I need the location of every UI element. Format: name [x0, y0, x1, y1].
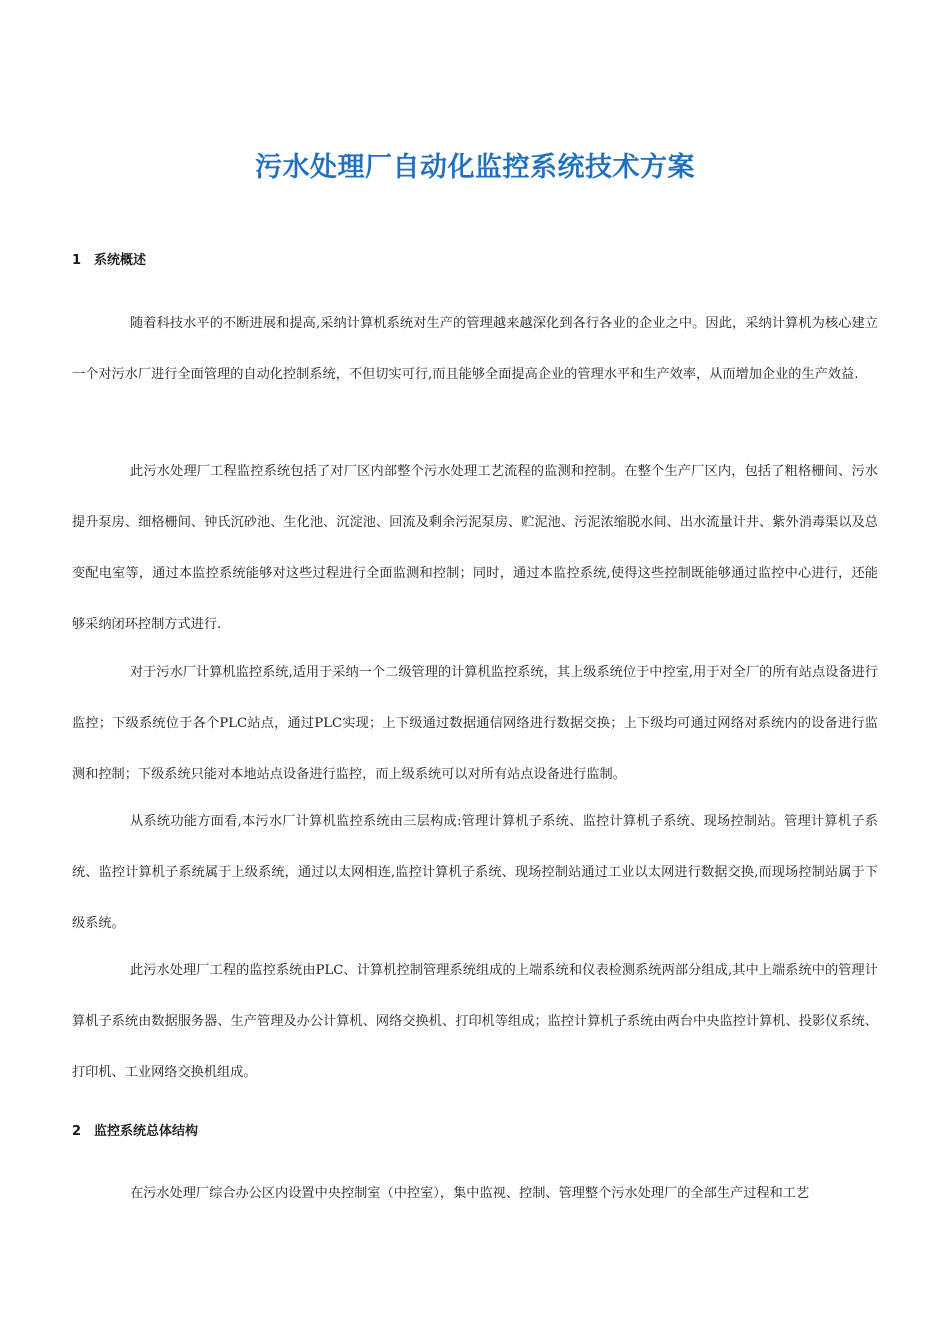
paragraph: 从系统功能方面看,本污水厂计算机监控系统由三层构成:管理计算机子系统、监控计算机子系统、现场控制站。管理计算机子系统、监控计算机子系统属于上级系统，通过以太网相连,监控计算机子系统、现场控制站通过工业以太网进行数据交换,而现场控制站属于下级系统。: [72, 814, 878, 931]
section-title: 监控系统总体结构: [94, 1124, 199, 1139]
section-title: 系统概述: [94, 253, 147, 268]
paragraph: 此污水处理厂工程监控系统包括了对厂区内部整个污水处理工艺流程的监测和控制。在整个生产厂区内，包括了粗格栅间、污水提升泵房、细格栅间、钟氏沉砂池、生化池、沉淀池、回流及剩余污泥泵房、贮泥池、污泥浓缩脱水间、出水流量计井、紫外消毒渠以及总变配电室等，通过本监控系统能够对这些过程进行全面监测和控制；同时，通过本监控系统,使得这些控制既能够通过监控中心进行，还能够采纳闭环控制方式进行.: [72, 464, 878, 632]
section-2-heading: [72, 1122, 198, 1142]
paragraph: 对于污水厂计算机监控系统,适用于采纳一个二级管理的计算机监控系统，其上级系统位于中控室,用于对全厂的所有站点设备进行监控；下级系统位于各个PLC站点，通过PLC实现；上下级通过数据通信网络进行数据交换；上下级均可通过网络对系统内的设备进行监测和控制；下级系统只能对本地站点设备进行监控，而上级系统可以对所有站点设备进行监制。: [72, 665, 878, 782]
document-title: 污水处理厂自动化监控系统技术方案: [255, 152, 695, 183]
section-1-heading: [72, 251, 146, 271]
paragraph: 在污水处理厂综合办公区内设置中央控制室（中控室），集中监视、控制、管理整个污水处理厂的全部生产过程和工艺: [130, 1186, 810, 1201]
paragraph: 此污水处理厂工程的监控系统由PLC、计算机控制管理系统组成的上端系统和仪表检测系统两部分组成,其中上端系统中的管理计算机子系统由数据服务器、生产管理及办公计算机、网络交换机、打印机等组成；监控计算机子系统由两台中央监控计算机、投影仪系统、打印机、工业网络交换机组成。: [72, 963, 878, 1080]
section-number: 1: [72, 253, 82, 268]
section-number: 2: [72, 1124, 82, 1139]
paragraph: 随着科技水平的不断进展和提高,采纳计算机系统对生产的管理越来越深化到各行各业的企业之中。因此，采纳计算机为核心建立一个对污水厂进行全面管理的自动化控制系统，不但切实可行,而且能够全面提高企业的管理水平和生产效率，从而增加企业的生产效益.: [72, 316, 878, 382]
